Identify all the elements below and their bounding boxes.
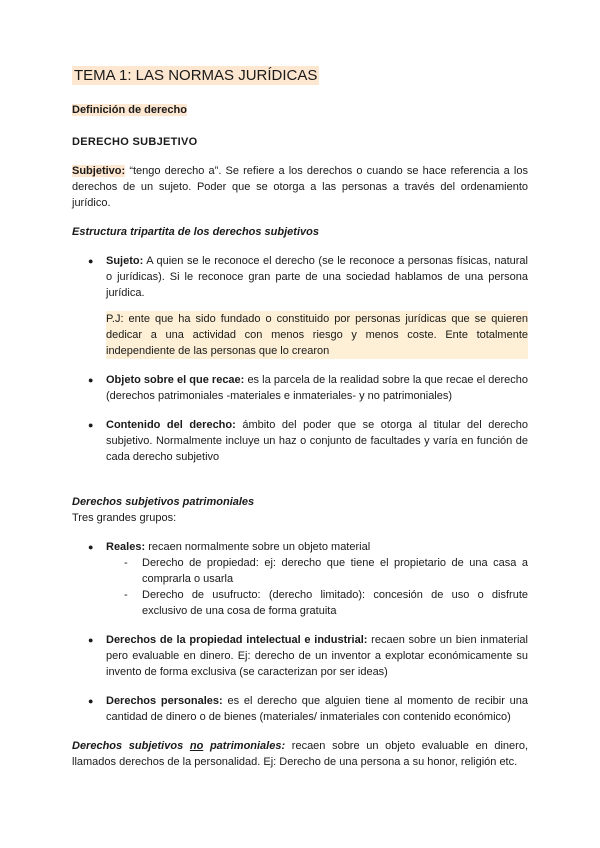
derecho-subjetivo-heading: DERECHO SUBJETIVO bbox=[72, 136, 198, 148]
page-title bbox=[72, 66, 528, 86]
patrimoniales-intro: Tres grandes grupos: bbox=[72, 512, 177, 524]
page-title-text: TEMA 1: LAS NORMAS JURÍDICAS bbox=[74, 67, 318, 84]
list-item: - Derecho de propiedad: ej: derecho que tiene el propietario de una casa a comprarla o usarla bbox=[106, 555, 528, 587]
list-item: ● Derechos de la propiedad intelectual e industrial: recaen sobre un bien inmaterial pero evaluable en dinero. Ej: derecho de un inventor a explotar económicamente su invento de forma exclusiva (se caracterizan por ser ideas) bbox=[72, 632, 528, 680]
patrimoniales-heading: Derechos subjetivos patrimoniales bbox=[72, 496, 255, 508]
list-item: ● Sujeto: A quien se le reconoce el derecho (se le reconoce a personas físicas, natural o jurídicas). Si le reconoce gran parte de una sociedad hablamos de una persona jurídica. P.J: ente que ha sido fundado o constituido por personas jurídicas que se quieren dedicar a una actividad con menos riesgo y menos coste. Ente totalmente independiente de las personas que lo crearon bbox=[72, 253, 528, 359]
subjetivo-paragraph: Subjetivo: “tengo derecho a”. Se refiere a los derechos o cuando se hace referencia a los derechos de un sujeto. Poder que se otorga a las personas a través del ordenamiento jurídico. bbox=[72, 165, 528, 209]
reales-sublist bbox=[106, 555, 528, 619]
subjetivo-label: Subjetivo: bbox=[72, 165, 126, 177]
estructura-list bbox=[72, 253, 528, 465]
list-item: ● Objeto sobre el que recae: es la parcela de la realidad sobre la que recae el derecho (derechos patrimoniales -materiales e inmateriales- y no patrimoniales) bbox=[72, 372, 528, 404]
document-body bbox=[72, 66, 528, 770]
persona-juridica-note: P.J: ente que ha sido fundado o constituido por personas jurídicas que se quieren dedicar a una actividad con menos riesgo y menos coste. Ente totalmente independiente de las personas que lo crearon bbox=[106, 313, 528, 357]
list-item: - Derecho de usufructo: (derecho limitado): concesión de uso o disfrute exclusivo de una cosa de forma gratuita bbox=[106, 587, 528, 619]
list-item: ● Contenido del derecho: ámbito del poder que se otorga al titular del derecho subjetivo. Normalmente incluye un haz o conjunto de facultades y varía en función de cada derecho subjetivo bbox=[72, 417, 528, 465]
no-patrimoniales-paragraph: Derechos subjetivos no patrimoniales: recaen sobre un objeto evaluable en dinero, llamados derechos de la personalidad. Ej: Derecho de una persona a su honor, religión etc. bbox=[72, 740, 528, 768]
list-item: ● Derechos personales: es el derecho que alguien tiene al momento de recibir una cantidad de dinero o de bienes (materiales/ inmateriales con contenido económico) bbox=[72, 693, 528, 725]
patrimoniales-list bbox=[72, 539, 528, 725]
estructura-heading: Estructura tripartita de los derechos subjetivos bbox=[72, 226, 319, 238]
list-item: ● Reales: recaen normalmente sobre un objeto material - Derecho de propiedad: ej: derecho que tiene el propietario de una casa a comprarla o usarla - Derecho de usufructo: (derecho limitado): concesión de uso o disfrute exclusivo de una cosa de forma gratuita bbox=[72, 539, 528, 619]
no-underlined: no bbox=[189, 740, 204, 752]
definicion-heading: Definición de derecho bbox=[72, 104, 187, 116]
